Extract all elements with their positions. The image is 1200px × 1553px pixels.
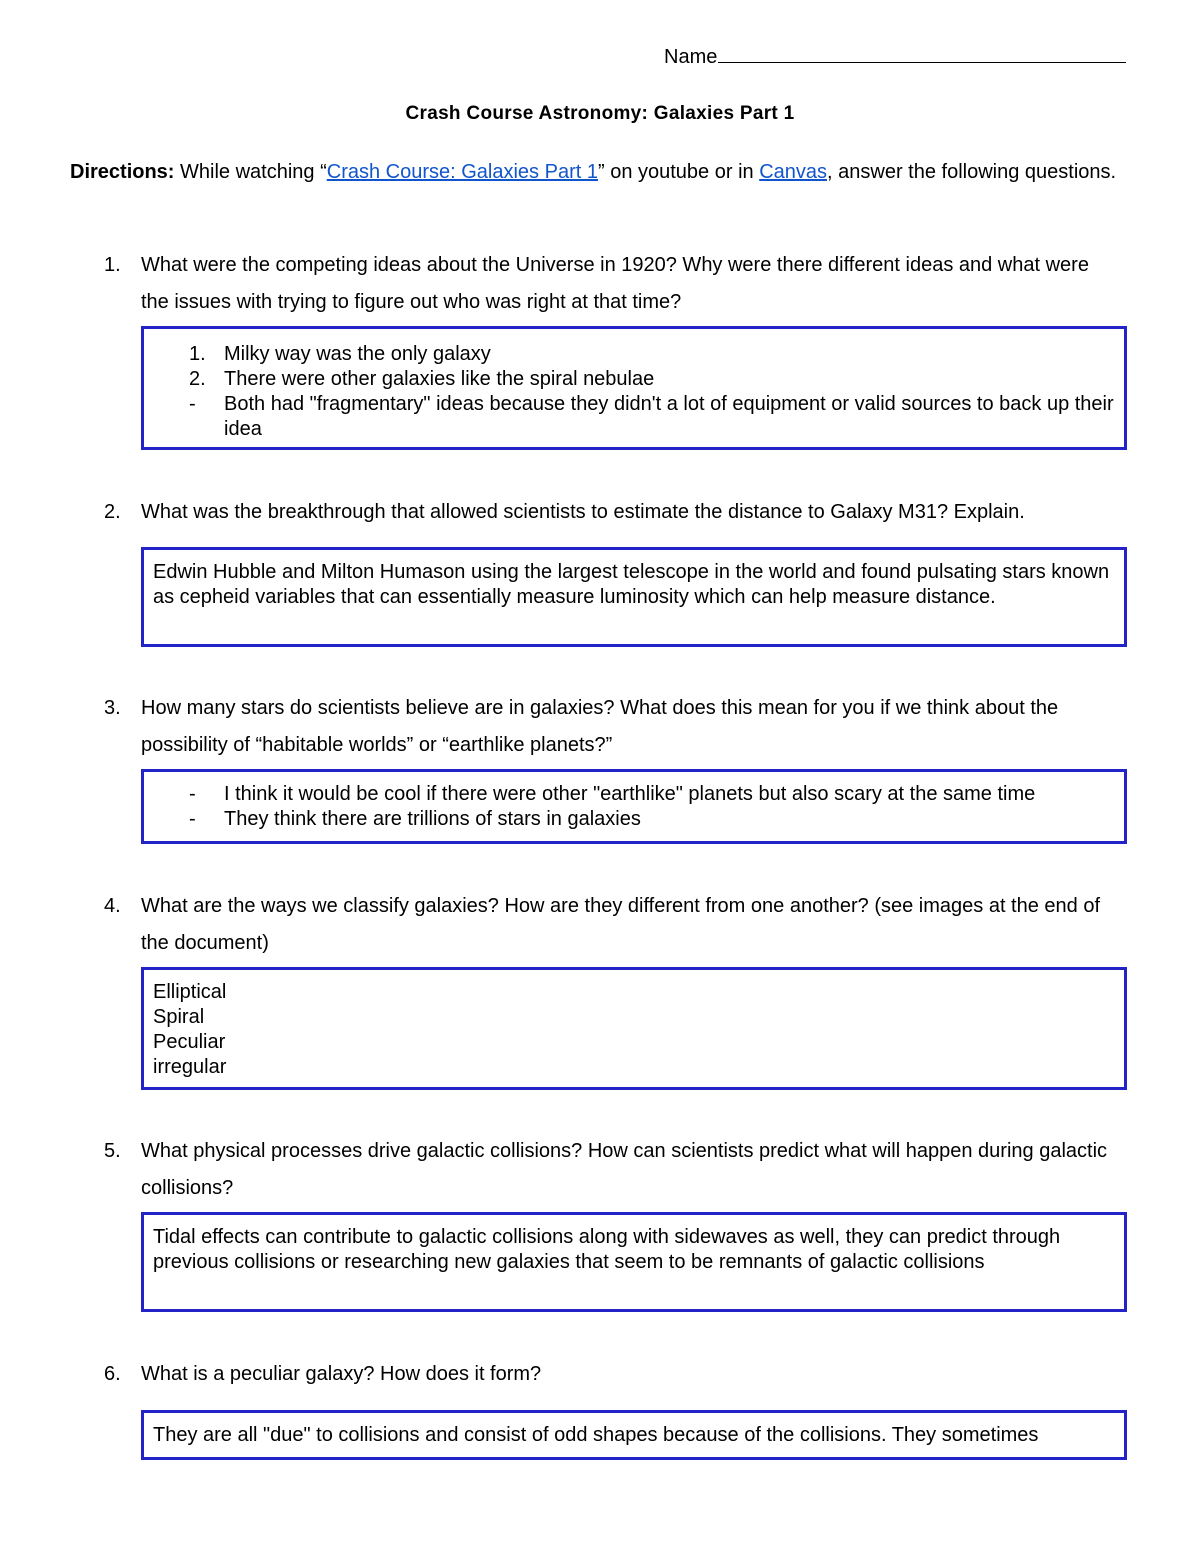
question-text: What were the competing ideas about the Universe in 1920? Why were there different ideas and what were the issues with trying to figure out who was right at that time? (141, 254, 1089, 313)
answer-list (153, 782, 1115, 832)
answer-box-5[interactable] (141, 1212, 1127, 1312)
answer-text: They are all "due" to collisions and consist of odd shapes because of the collisions. They sometimes (153, 1424, 1039, 1446)
directions-paragraph (70, 158, 1130, 187)
question-text: What is a peculiar galaxy? How does it form? (141, 1363, 542, 1385)
answer-box-4[interactable] (141, 967, 1127, 1090)
question-text: What are the ways we classify galaxies? How are they different from one another? (see images at the end of the document) (141, 895, 1101, 954)
question-3 (104, 690, 1114, 764)
question-number: 3. (104, 697, 121, 719)
question-text: How many stars do scientists believe are in galaxies? What does this mean for you if we think about the possibility of “habitable worlds” or “earthlike planets?” (141, 697, 1059, 756)
name-field (664, 46, 1126, 69)
answer-line: Spiral (153, 1006, 205, 1028)
answer-list-item (153, 782, 1115, 807)
list-marker: - (189, 808, 196, 830)
answer-line: irregular (153, 1056, 227, 1078)
answer-item-text: Milky way was the only galaxy (224, 343, 491, 365)
crash-course-video-link[interactable]: Crash Course: Galaxies Part 1 (326, 161, 598, 183)
answer-box-3[interactable] (141, 769, 1127, 844)
question-number: 5. (104, 1140, 121, 1162)
answer-text: Edwin Hubble and Milton Humason using the largest telescope in the world and found pulsating stars known as cepheid variables that can essentially measure luminosity which can help measure distance. (153, 561, 1110, 608)
question-4 (104, 888, 1114, 962)
question-text: What was the breakthrough that allowed scientists to estimate the distance to Galaxy M31? Explain. (141, 501, 1025, 523)
question-number: 4. (104, 895, 121, 917)
question-6 (104, 1356, 1114, 1393)
question-1 (104, 247, 1114, 321)
answer-list-item (153, 342, 1115, 367)
directions-text-3: , answer the following questions. (827, 161, 1117, 183)
answer-line: Peculiar (153, 1031, 226, 1053)
answer-line: Elliptical (153, 981, 227, 1003)
answer-box-6[interactable] (141, 1410, 1127, 1460)
answer-item-text: There were other galaxies like the spiral nebulae (224, 368, 655, 390)
answer-item-text: They think there are trillions of stars in galaxies (224, 808, 641, 830)
page-title: Crash Course Astronomy: Galaxies Part 1 (405, 103, 795, 124)
question-5 (104, 1133, 1114, 1207)
answer-text: Tidal effects can contribute to galactic collisions along with sidewaves as well, they can predict through previous collisions or researching new galaxies that seem to be remnants of galactic collisions (153, 1226, 1061, 1273)
question-number: 1. (104, 254, 121, 276)
answer-item-text: Both had "fragmentary" ideas because they didn't a lot of equipment or valid sources to back up their idea (224, 393, 1114, 440)
directions-text-2: ” on youtube or in (597, 161, 760, 183)
question-2 (104, 494, 1114, 531)
name-label: Name (664, 46, 718, 68)
list-marker: - (189, 783, 196, 805)
question-text: What physical processes drive galactic collisions? How can scientists predict what will happen during galactic collisions? (141, 1140, 1108, 1199)
answer-box-1[interactable] (141, 326, 1127, 450)
answer-list (153, 342, 1115, 442)
answer-list-item (153, 807, 1115, 832)
answer-box-2[interactable] (141, 547, 1127, 647)
list-marker: - (189, 393, 196, 415)
directions-label: Directions: (70, 161, 175, 183)
canvas-link[interactable]: Canvas (759, 161, 828, 183)
answer-item-text: I think it would be cool if there were other "earthlike" planets but also scary at the same time (224, 783, 1036, 805)
list-marker: 1. (189, 343, 206, 365)
question-number: 6. (104, 1363, 121, 1385)
answer-list-item (153, 367, 1115, 392)
answer-list-item (153, 392, 1115, 442)
directions-text-1: While watching “ (174, 161, 327, 183)
list-marker: 2. (189, 368, 206, 390)
name-blank-line[interactable] (718, 61, 1126, 63)
question-number: 2. (104, 501, 121, 523)
